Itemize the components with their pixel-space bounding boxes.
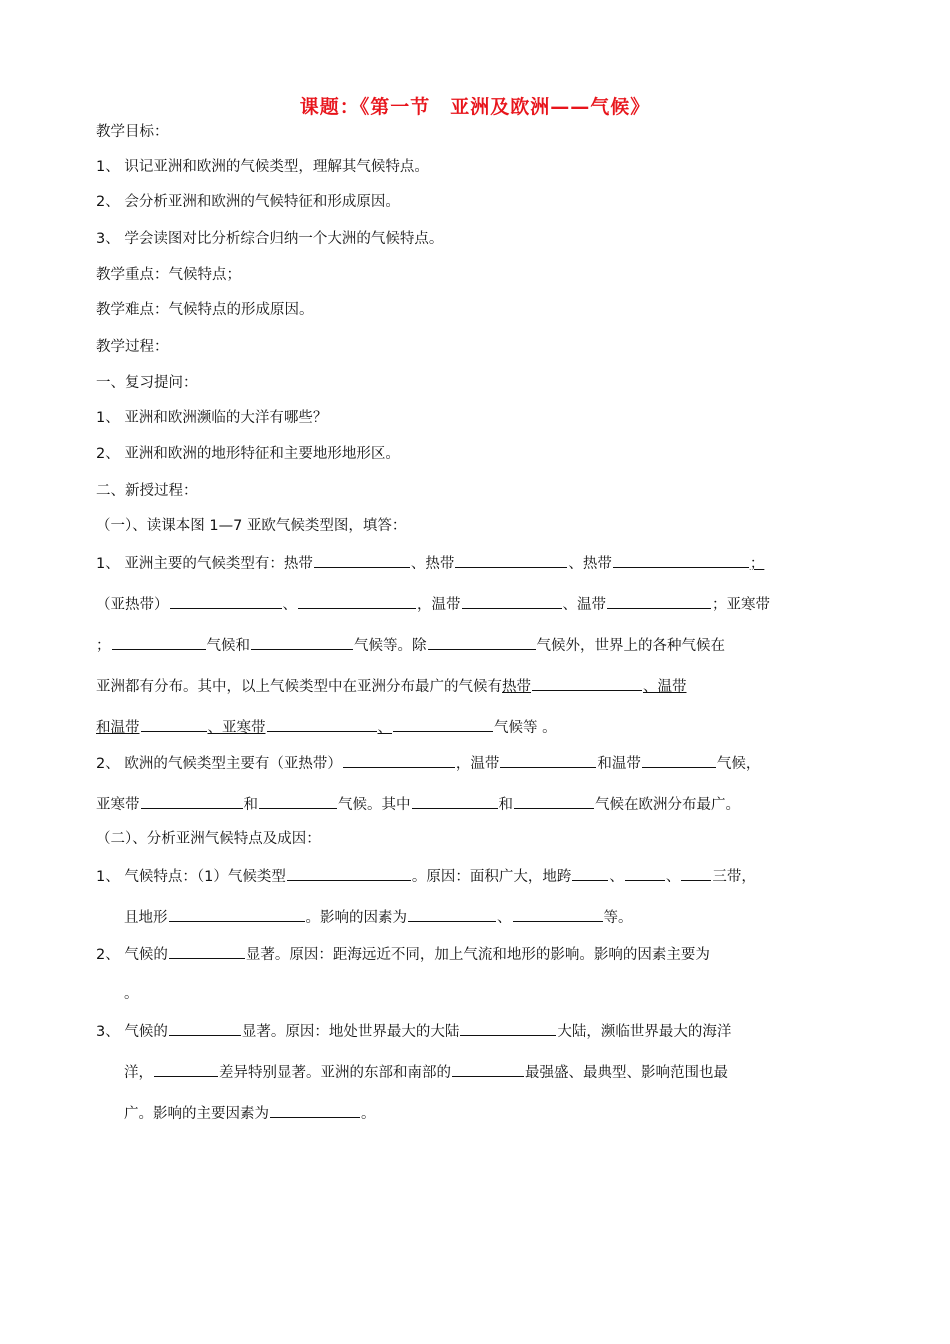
p2-line-2: 。 [124, 986, 139, 1002]
review-item-2: 2、 亚洲和欧洲的地形特征和主要地形地形区。 [96, 446, 400, 462]
fill-blank[interactable] [141, 792, 243, 809]
p3-line-3: 广。影响的主要因素为 。 [124, 1101, 376, 1125]
q1-line-3: ； 气候和 气候等。除 气候外，世界上的各种气候在 [96, 633, 725, 657]
new-heading: 二、新授过程： [96, 483, 198, 499]
fill-blank[interactable] [513, 905, 603, 922]
q1-line-5: 和温带 、亚寒带 、 气候等 。 [96, 715, 557, 739]
review-heading: 一、复习提问： [96, 375, 198, 391]
fill-blank[interactable] [270, 1101, 360, 1118]
fill-blank[interactable] [412, 792, 498, 809]
fill-blank[interactable] [251, 633, 353, 650]
fill-blank[interactable] [343, 751, 455, 768]
fill-blank[interactable] [455, 551, 567, 568]
fill-blank[interactable] [267, 715, 377, 732]
fill-blank[interactable] [681, 864, 711, 881]
fill-blank[interactable] [613, 551, 749, 568]
fill-blank[interactable] [170, 592, 282, 609]
q2-line-1: 2、 欧洲的气候类型主要有（亚热带） ，温带 和温带 气候， [96, 751, 760, 775]
q2-line-2: 亚寒带 和 气候。其中 和 气候在欧洲分布最广。 [96, 792, 740, 816]
objective-item-1: 1、 识记亚洲和欧洲的气候类型，理解其气候特点。 [96, 159, 429, 175]
fill-blank[interactable] [298, 592, 416, 609]
p2-line-1: 2、 气候的 显著。原因：距海远近不同，加上气流和地形的影响。影响的因素主要为 [96, 942, 710, 966]
fill-blank[interactable] [572, 864, 608, 881]
objective-item-3: 3、 学会读图对比分析综合归纳一个大洲的气候特点。 [96, 231, 444, 247]
fill-blank[interactable] [532, 674, 642, 691]
objectives-heading: 教学目标： [96, 124, 169, 140]
q1-line-2: （亚热带） 、 ，温带 、温带 ；亚寒带 [96, 592, 770, 616]
fill-blank[interactable] [169, 942, 245, 959]
fill-blank[interactable] [169, 1019, 241, 1036]
fill-blank[interactable] [287, 864, 411, 881]
p3-line-2: 洋， 差异特别显著。亚洲的东部和南部的 最强盛、最典型、影响范围也最 [124, 1060, 728, 1084]
fill-blank[interactable] [393, 715, 493, 732]
objective-item-2: 2、 会分析亚洲和欧洲的气候特征和形成原因。 [96, 194, 400, 210]
fill-blank[interactable] [607, 592, 711, 609]
fill-blank[interactable] [169, 905, 305, 922]
fill-blank[interactable] [314, 551, 410, 568]
p1-line-1: 1、 气候特点：（1）气候类型 。原因：面积广大，地跨 、 、 三带， [96, 864, 756, 888]
part1-heading: （一）、读课本图 1—7 亚欧气候类型图，填答： [96, 518, 407, 534]
fill-blank[interactable] [259, 792, 337, 809]
q1-line-1: 1、 亚洲主要的气候类型有：热带 、热带 、热带 ； [96, 551, 764, 575]
process-heading: 教学过程： [96, 339, 169, 355]
fill-blank[interactable] [112, 633, 206, 650]
part2-heading: （二）、分析亚洲气候特点及成因： [96, 831, 321, 847]
fill-blank[interactable] [452, 1060, 524, 1077]
fill-blank[interactable] [514, 792, 594, 809]
q1-line-4: 亚洲都有分布。其中，以上气候类型中在亚洲分布最广的气候有热带 、温带 [96, 674, 687, 698]
fill-blank[interactable] [625, 864, 665, 881]
review-item-1: 1、 亚洲和欧洲濒临的大洋有哪些？ [96, 410, 328, 426]
fill-blank[interactable] [460, 1019, 556, 1036]
key-point: 教学重点：气候特点； [96, 267, 241, 283]
p1-line-2: 且地形 。影响的因素为 、 等。 [124, 905, 633, 929]
fill-blank[interactable] [500, 751, 596, 768]
page-title: 课题：《第一节 亚洲及欧洲——气候》 [299, 96, 651, 118]
fill-blank[interactable] [462, 592, 562, 609]
fill-blank[interactable] [141, 715, 207, 732]
fill-blank[interactable] [154, 1060, 218, 1077]
fill-blank[interactable] [408, 905, 496, 922]
fill-blank[interactable] [428, 633, 536, 650]
difficulty: 教学难点：气候特点的形成原因。 [96, 302, 314, 318]
fill-blank[interactable] [642, 751, 716, 768]
p3-line-1: 3、 气候的 显著。原因：地处世界最大的大陆 大陆，濒临世界最大的海洋 [96, 1019, 731, 1043]
